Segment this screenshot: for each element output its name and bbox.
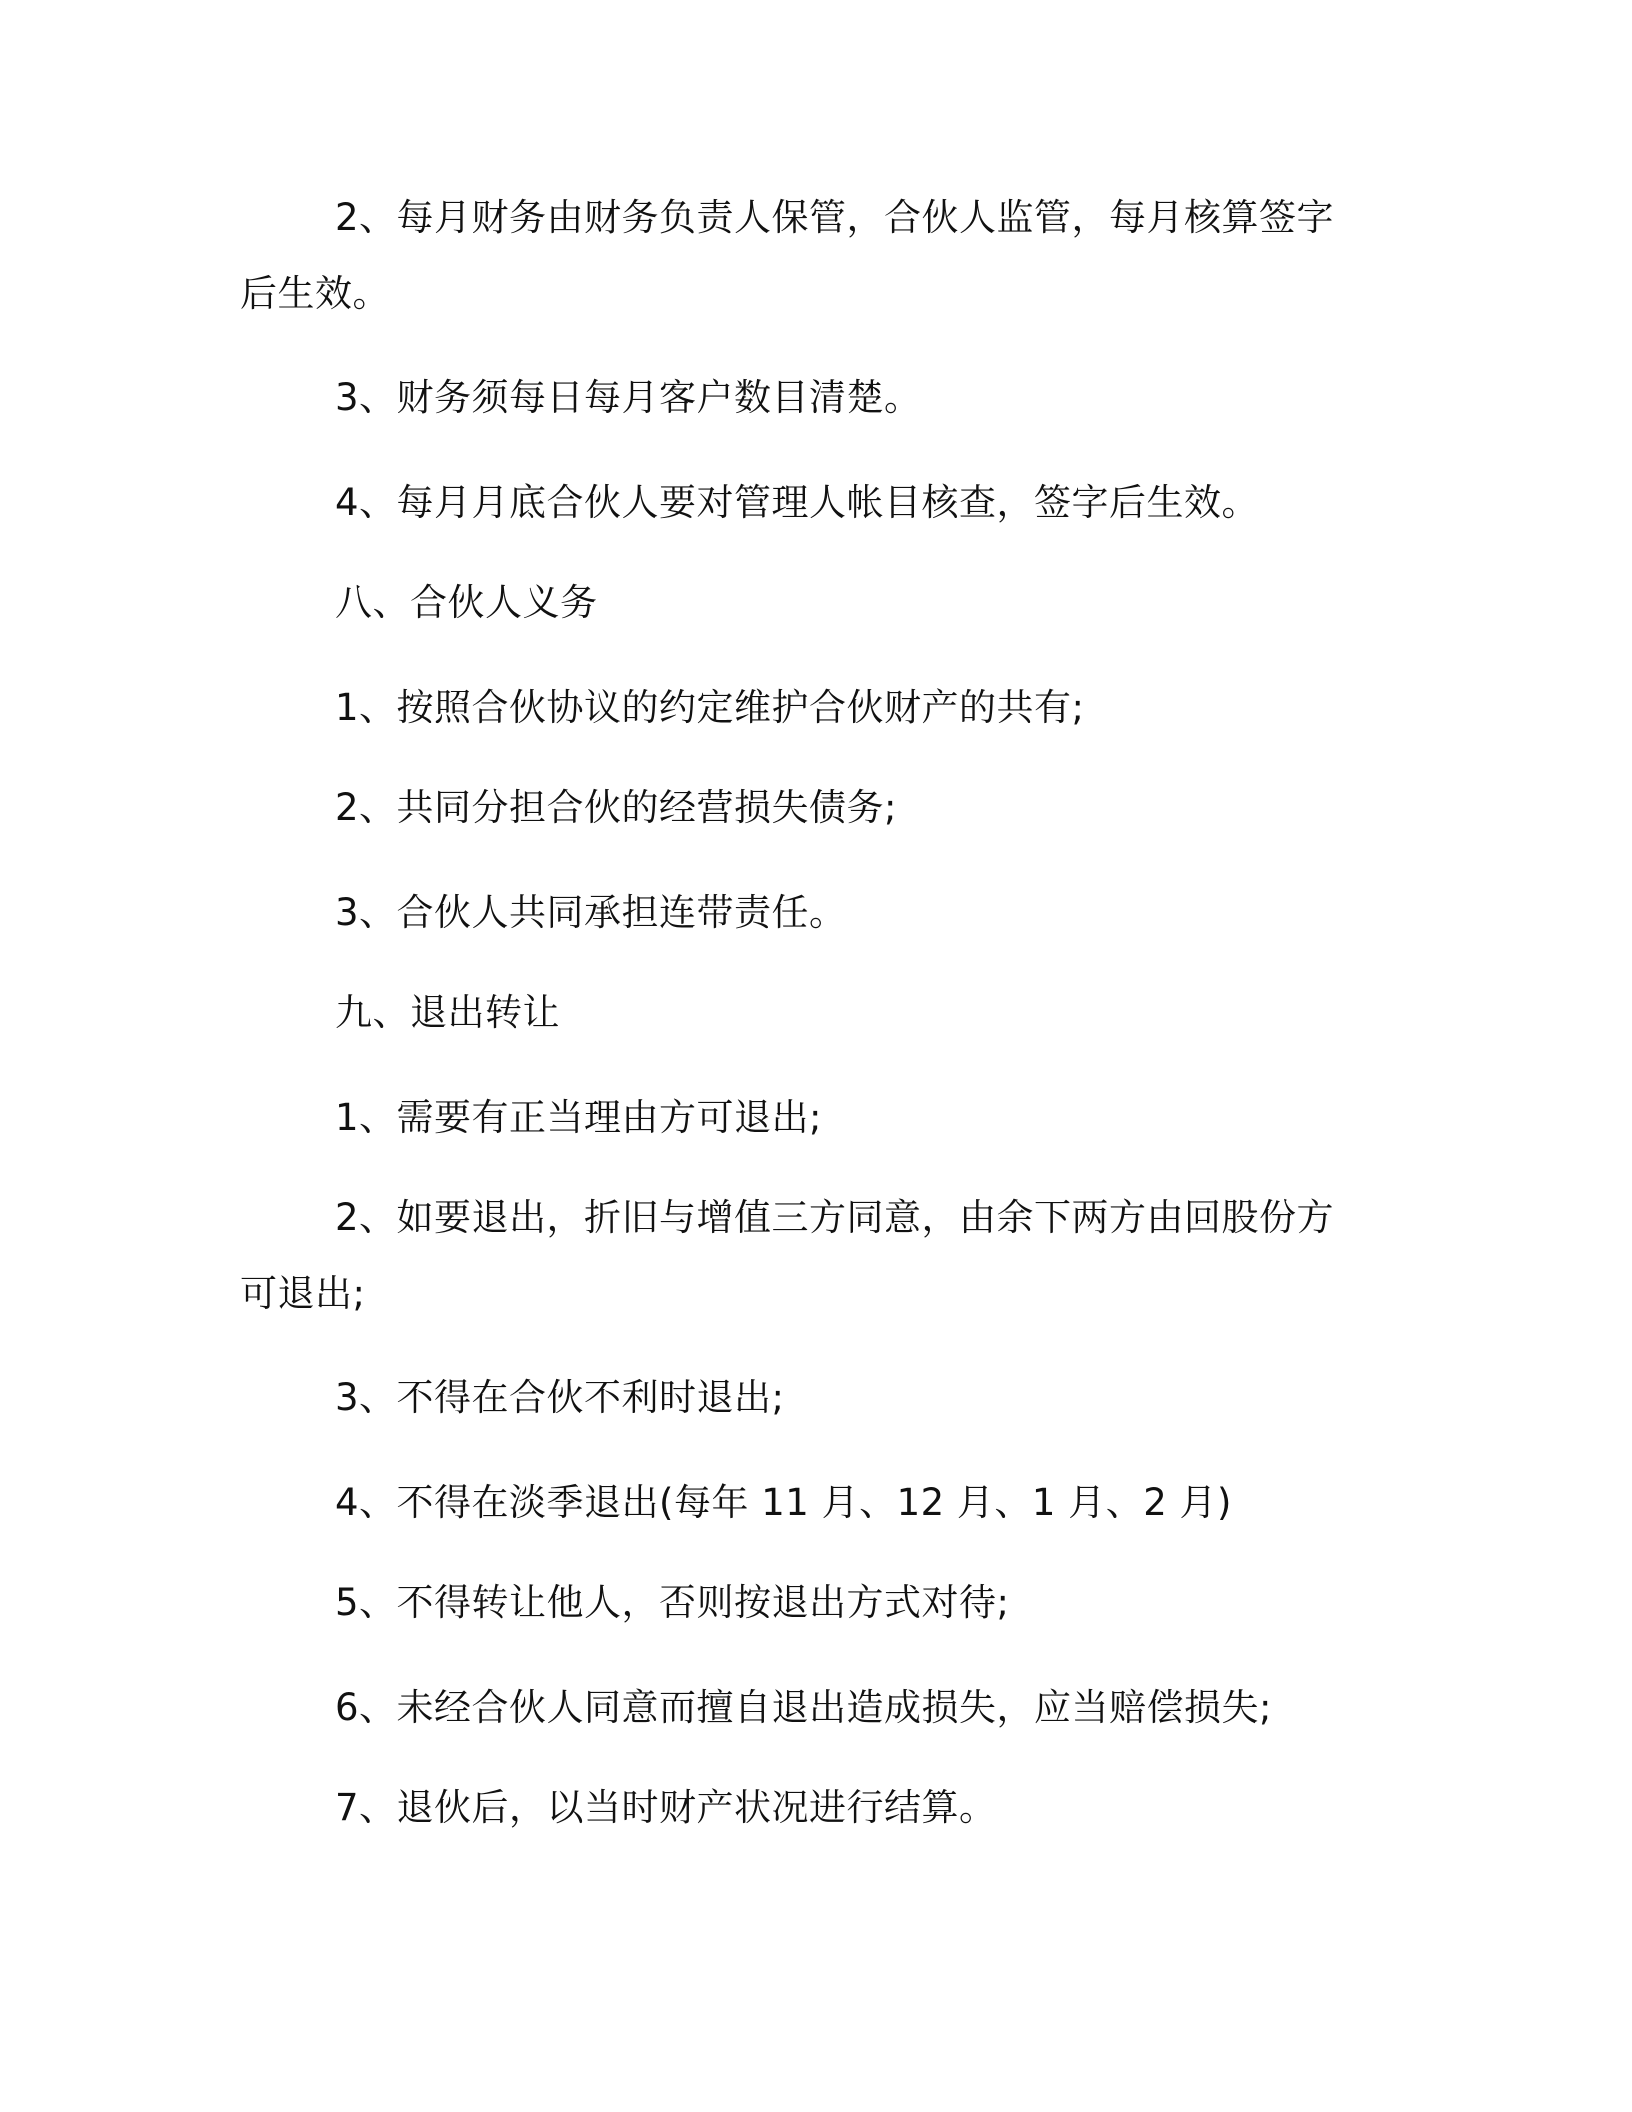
paragraph-finance-custody: 2、每月财务由财务负责人保管，合伙人监管，每月核算签字后生效。 <box>240 196 1335 315</box>
paragraph-withdrawal-1: 1、需要有正当理由方可退出; <box>335 1096 823 1139</box>
paragraph-withdrawal-4: 4、不得在淡季退出(每年 11 月、12 月、1 月、2 月) <box>335 1481 1232 1524</box>
paragraph-withdrawal-6: 6、未经合伙人同意而擅自退出造成损失，应当赔偿损失; <box>335 1686 1273 1729</box>
section-heading-partner-duties: 八、合伙人义务 <box>335 581 598 624</box>
paragraph-duty-3: 3、合伙人共同承担连带责任。 <box>335 891 847 934</box>
paragraph-withdrawal-5: 5、不得转让他人，否则按退出方式对待; <box>335 1581 1010 1624</box>
paragraph-withdrawal-7: 7、退伙后，以当时财产状况进行结算。 <box>335 1786 997 1829</box>
paragraph-duty-2: 2、共同分担合伙的经营损失债务; <box>335 786 898 829</box>
paragraph-duty-1: 1、按照合伙协议的约定维护合伙财产的共有; <box>335 686 1085 729</box>
paragraph-monthly-audit: 4、每月月底合伙人要对管理人帐目核查，签字后生效。 <box>335 481 1260 524</box>
section-heading-withdrawal: 九、退出转让 <box>335 991 560 1034</box>
paragraph-finance-accounts: 3、财务须每日每月客户数目清楚。 <box>335 376 922 419</box>
paragraph-withdrawal-2: 2、如要退出，折旧与增值三方同意，由余下两方由回股份方可退出; <box>240 1196 1335 1315</box>
paragraph-withdrawal-3: 3、不得在合伙不利时退出; <box>335 1376 785 1419</box>
